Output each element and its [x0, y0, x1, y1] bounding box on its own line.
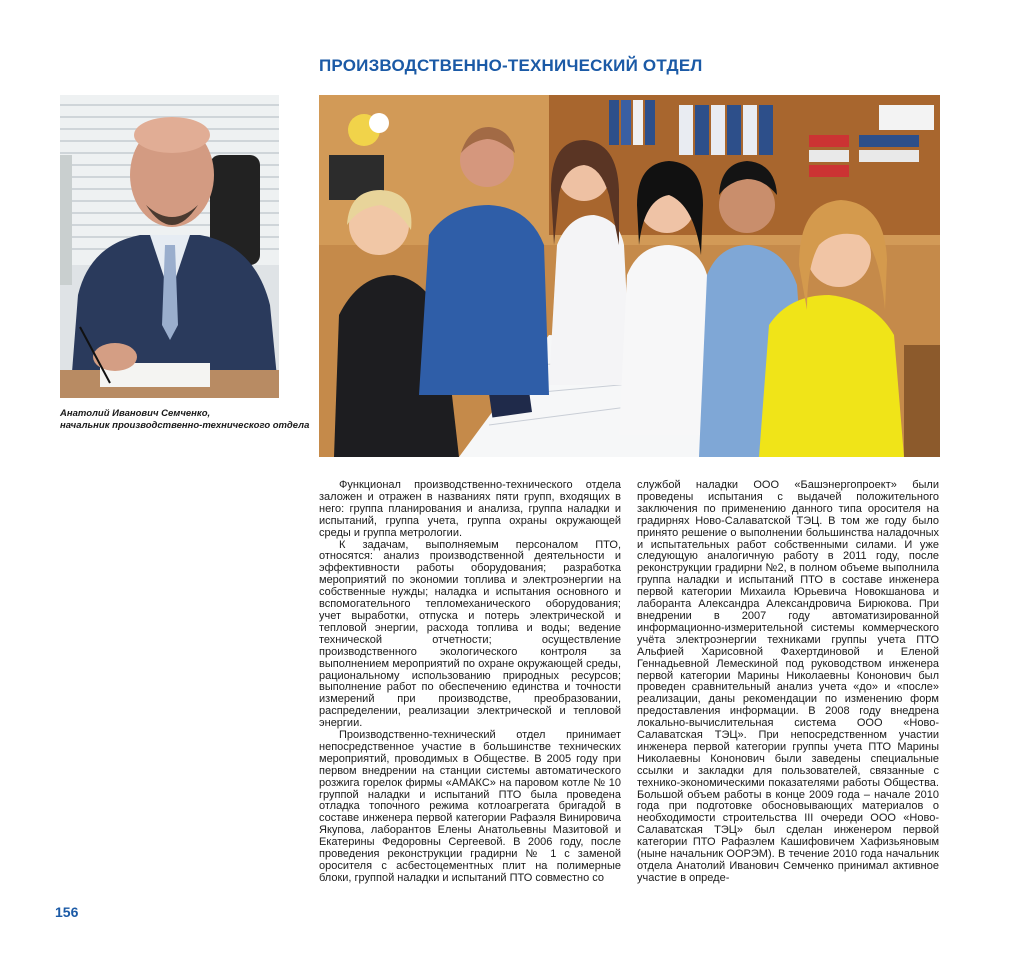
text-column-1: [319, 480, 621, 885]
paragraph: службой наладки ООО «Башэнергопроект» были проведены испытания с выдачей положительного заключения по применению данного типа оросителя на градирнях Ново-Салаватской ТЭЦ. В том же году было принято решение о выполнении большинства наладочных и испытательных работ собственными силами. И уже следующую аналогичную работу в 2011 году, после реконструкции градирни №2, в полном объеме выполнила группа наладки и испытаний ПТО в составе инженера первой категории Михаила Юрьевича Новокшанова и лаборанта Александра Александровича Бирюкова. При внедрении в 2007 году автоматизированной информационно-измерительной системы коммерческого учёта электроэнергии техниками группы учета ПТО Альфией Харисовной Фахертдиновой и Еленой Геннадьевной Лемескиной под руководством инженера первой категории Марины Николаевны Кононович был проведен сравнительный анализ учета «до» и «после» реализации, даны рекомендации по изменению форм предоставления информации. В 2008 году внедрена локально-вычислительная система ООО «Ново-Салаватская ТЭЦ». При непосредственном участии инженера первой категории группы учета ПТО Марины Николаевны Кононович были заведены специальные ссылки и закладки для пользователей, связанные с технико-экономическими показателями работы Общества. Большой объем работы в конце 2009 года – начале 2010 года при подготовке обосновывающих материалов о необходимости строительства III очереди ООО «Ново-Салаватская ТЭЦ» был сделан инженером первой категории ПТО Рафаэлем Кашифовичем Хафизьяновым (ныне начальник ООРЭМ). В течение 2010 года начальник отдела Анатолий Иванович Семченко принимал активное участие в опреде-: [637, 479, 939, 884]
page-title: ПРОИЗВОДСТВЕННО-ТЕХНИЧЕСКИЙ ОТДЕЛ: [319, 56, 703, 75]
text-column-2: [637, 480, 939, 885]
portrait-photo: [60, 95, 279, 398]
team-photo: [319, 95, 940, 457]
paragraph: К задачам, выполняемым персоналом ПТО, относятся: анализ производственной деятельности и эффективности работы оборудования; разработка мероприятий по экономии топлива и электроэнергии на собственные нужды; наладка и испытания основного и вспомогательного тепломеханического оборудования; учет выработки, отпуска и потерь электрической и тепловой энергии, расхода топлива и воды; ведение технической отчетности; осуществление производственного экологического контроля за выполнением мероприятий по охране окружающей среды, рациональному использованию природных ресурсов; выполнение работ по обеспечению единства и точности измерений при производстве, преобразовании, распределении, реализации электрической и тепловой энергии.: [319, 538, 621, 730]
paragraph: Производственно-технический отдел принимает непосредственное участие в большинстве технических мероприятий, проводимых в Обществе. В 2005 году при первом внедрении на станции системы автоматического розжига горелок фирмы «АМАКС» на паровом котле № 10 группой наладки и испытаний ПТО была проведена отладка топочного режима котлоагрегата бригадой в составе инженера первой категории Рафаэля Винировича Якупова, лаборантов Елены Анатольевны Мазитовой и Екатерины Федоровны Сергеевой. В 2006 году, после проведения реконструкции градирни № 1 с заменой оросителя с асбестоцементных плит на полимерные блоки, группой наладки и испытаний ПТО совместно со: [319, 729, 621, 884]
caption-position: начальник производственно-технического отдела: [60, 420, 310, 431]
paragraph: Функционал производственно-технического отдела заложен и отражен в названиях пяти групп, входящих в него: группа планирования и анализа, группа наладки и испытаний, группа учета, группа охраны окружающей среды и группа метрологии.: [319, 479, 621, 539]
page-number: 156: [55, 904, 79, 920]
caption-name: Анатолий Иванович Семченко,: [60, 408, 211, 419]
portrait-caption: [60, 408, 310, 432]
